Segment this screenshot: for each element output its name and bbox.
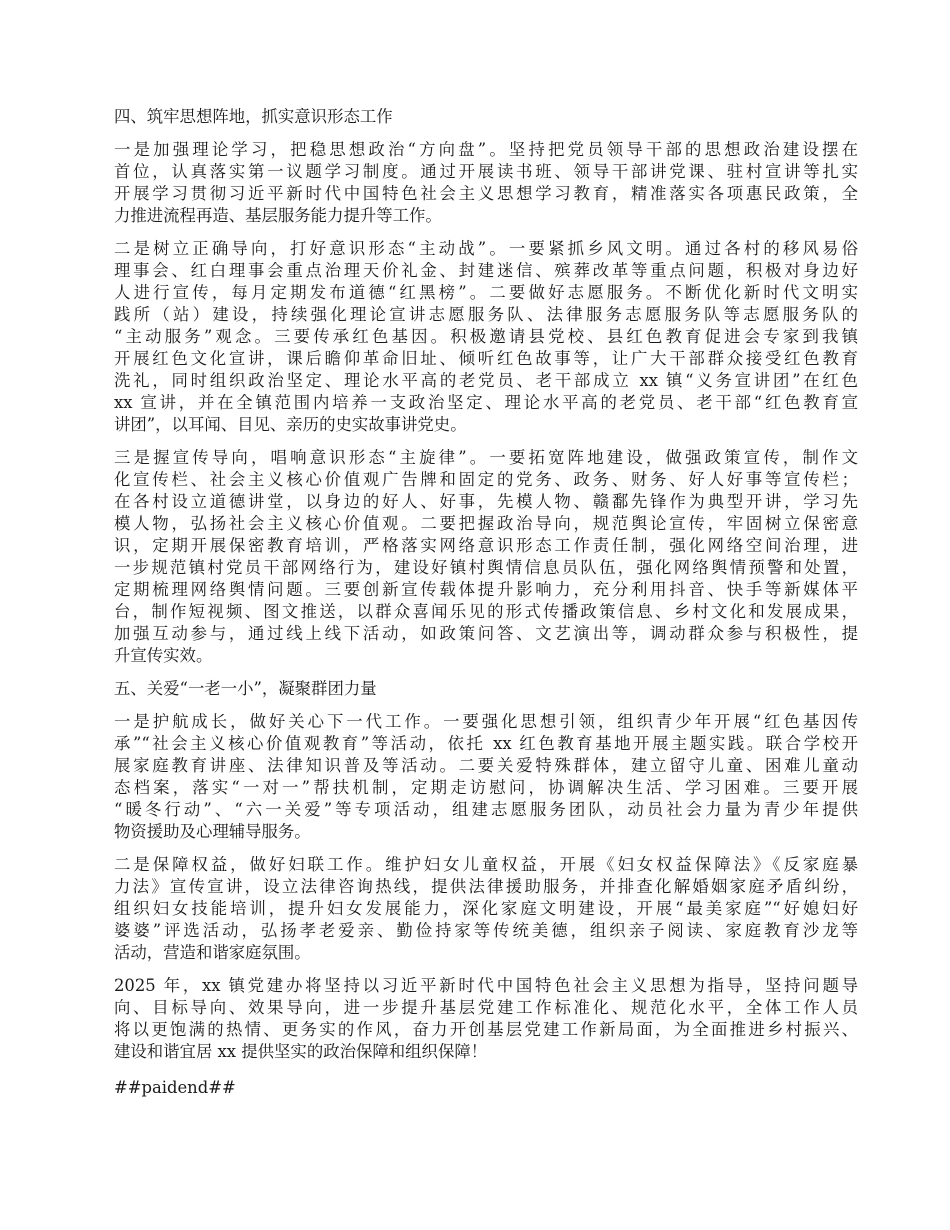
paragraph xyxy=(114,139,858,227)
paragraph xyxy=(114,854,858,964)
paragraph-line: 一步规范镇村党员干部网络行为，建设好镇村舆情信息员队伍，强化网络舆情预警和处置， xyxy=(114,558,858,577)
paragraph-line: 理事会、红白理事会重点治理天价礼金、封建迷信、殡葬改革等重点问题，积极对身边好 xyxy=(114,261,858,280)
paragraph-line: “主动服务”观念。三要传承红色基因。积极邀请县党校、县红色教育促进会专家到我镇 xyxy=(114,327,858,346)
paragraph-line: 定期梳理网络舆情问题。三要创新宣传载体提升影响力，充分利用抖音、快手等新媒体平 xyxy=(114,580,858,599)
paragraph-line: 力推进流程再造、基层服务能力提升等工作。 xyxy=(114,206,442,225)
paragraph-line: 承”“社会主义核心价值观教育”等活动，依托 xx 红色教育基地开展主题实践。联合学校开 xyxy=(114,734,858,753)
heading-text: 四、筑牢思想阵地，抓实意识形态工作 xyxy=(114,107,393,126)
paragraph xyxy=(114,238,858,436)
section-heading-4 xyxy=(114,106,858,128)
paragraph-line: 向、目标导向、效果导向，进一步提升基层党建工作标准化、规范化水平，全体工作人员 xyxy=(114,998,858,1017)
heading-text: 五、关爱“一老一小”，凝聚群团力量 xyxy=(114,679,377,698)
paragraph-line: 力法》宣传宣讲，设立法律咨询热线，提供法律援助服务，并排查化解婚姻家庭矛盾纠纷， xyxy=(114,877,858,896)
paragraph-line: 婆婆”评选活动，弘扬孝老爱亲、勤俭持家等传统美德，组织亲子阅读、家庭教育沙龙等 xyxy=(114,921,858,940)
paragraph-line: 展家庭教育讲座、法律知识普及等活动。二要关爱特殊群体，建立留守儿童、困难儿童动 xyxy=(114,756,858,775)
paragraph-line: 升宣传实效。 xyxy=(114,646,213,665)
paragraph-line: 2025 年，xx 镇党建办将坚持以习近平新时代中国特色社会主义思想为指导，坚持问题导 xyxy=(114,976,858,995)
paragraph-line: 践所（站）建设，持续强化理论宣讲志愿服务队、法律服务志愿服务队等志愿服务队的 xyxy=(114,305,858,324)
paragraph-line: 建设和谐宜居 xx 提供坚实的政治保障和组织保障！ xyxy=(114,1042,488,1061)
paragraph-line: 人进行宣传，每月定期发布道德“红黑榜”。二要做好志愿服务。不断优化新时代文明实 xyxy=(114,283,858,302)
paragraph-line: 化宣传栏、社会主义核心价值观广告牌和固定的党务、政务、财务、好人好事等宣传栏； xyxy=(114,470,858,489)
paragraph xyxy=(114,711,858,843)
paragraph-line: “暖冬行动”、“六一关爱”等专项活动，组建志愿服务团队，动员社会力量为青少年提供 xyxy=(114,800,858,819)
paragraph-line: 台，制作短视频、图文推送，以群众喜闻乐见的形式传播政策信息、乡村文化和发展成果， xyxy=(114,602,858,621)
paragraph-line: 活动，营造和谐家庭氛围。 xyxy=(114,943,311,962)
section-heading-5 xyxy=(114,678,858,700)
paragraph-line: 一是加强理论学习，把稳思想政治“方向盘”。坚持把党员领导干部的思想政治建设摆在 xyxy=(114,140,858,159)
paragraph-line: 二是保障权益，做好妇联工作。维护妇女儿童权益，开展《妇女权益保障法》《反家庭暴 xyxy=(114,855,858,874)
paragraph-line: 模人物，弘扬社会主义核心价值观。二要把握政治导向，规范舆论宣传，牢固树立保密意 xyxy=(114,514,858,533)
paragraph-line: 二是树立正确导向，打好意识形态“主动战”。一要紧抓乡风文明。通过各村的移风易俗 xyxy=(114,239,858,258)
paragraph-line: 讲团”，以耳闻、目见、亲历的史实故事讲党史。 xyxy=(114,415,467,434)
paragraph-line: 识，定期开展保密教育培训，严格落实网络意识形态工作责任制，强化网络空间治理，进 xyxy=(114,536,858,555)
paragraph-line: 洗礼，同时组织政治坚定、理论水平高的老党员、老干部成立 xx 镇“义务宣讲团”在红色 xyxy=(114,371,858,390)
paragraph xyxy=(114,447,858,667)
paragraph-line: 三是握宣传导向，唱响意识形态“主旋律”。一要拓宽阵地建设，做强政策宣传，制作文 xyxy=(114,448,858,467)
paragraph-line: 首位，认真落实第一议题学习制度。通过开展读书班、领导干部讲党课、驻村宣讲等扎实 xyxy=(114,162,858,181)
paragraph-line: 在各村设立道德讲堂，以身边的好人、好事，先模人物、赣鄱先锋作为典型开讲，学习先 xyxy=(114,492,858,511)
paragraph-line: xx 宣讲，并在全镇范围内培养一支政治坚定、理论水平高的老党员、老干部“红色教育宣 xyxy=(114,393,858,412)
document-page xyxy=(114,106,858,1099)
paragraph-line: 加强互动参与，通过线上线下活动，如政策问答、文艺演出等，调动群众参与积极性，提 xyxy=(114,624,858,643)
paragraph-line: 将以更饱满的热情、更务实的作风，奋力开创基层党建工作新局面，为全面推进乡村振兴、 xyxy=(114,1020,858,1039)
end-marker: ##paidend## xyxy=(114,1078,236,1097)
paragraph-line: 物资援助及心理辅导服务。 xyxy=(114,822,311,841)
paragraph-line: 态档案，落实“一对一”帮扶机制，定期走访慰问，协调解决生活、学习困难。三要开展 xyxy=(114,778,858,797)
paragraph-line: 开展学习贯彻习近平新时代中国特色社会主义思想学习教育，精准落实各项惠民政策，全 xyxy=(114,184,858,203)
paragraph-line: 开展红色文化宣讲，课后瞻仰革命旧址、倾听红色故事等，让广大干部群众接受红色教育 xyxy=(114,349,858,368)
paragraph-conclusion xyxy=(114,975,858,1063)
paragraph-line: 一是护航成长，做好关心下一代工作。一要强化思想引领，组织青少年开展“红色基因传 xyxy=(114,712,858,731)
paragraph-line: 组织妇女技能培训，提升妇女发展能力，深化家庭文明建设，开展“最美家庭”“好媳妇好 xyxy=(114,899,858,918)
